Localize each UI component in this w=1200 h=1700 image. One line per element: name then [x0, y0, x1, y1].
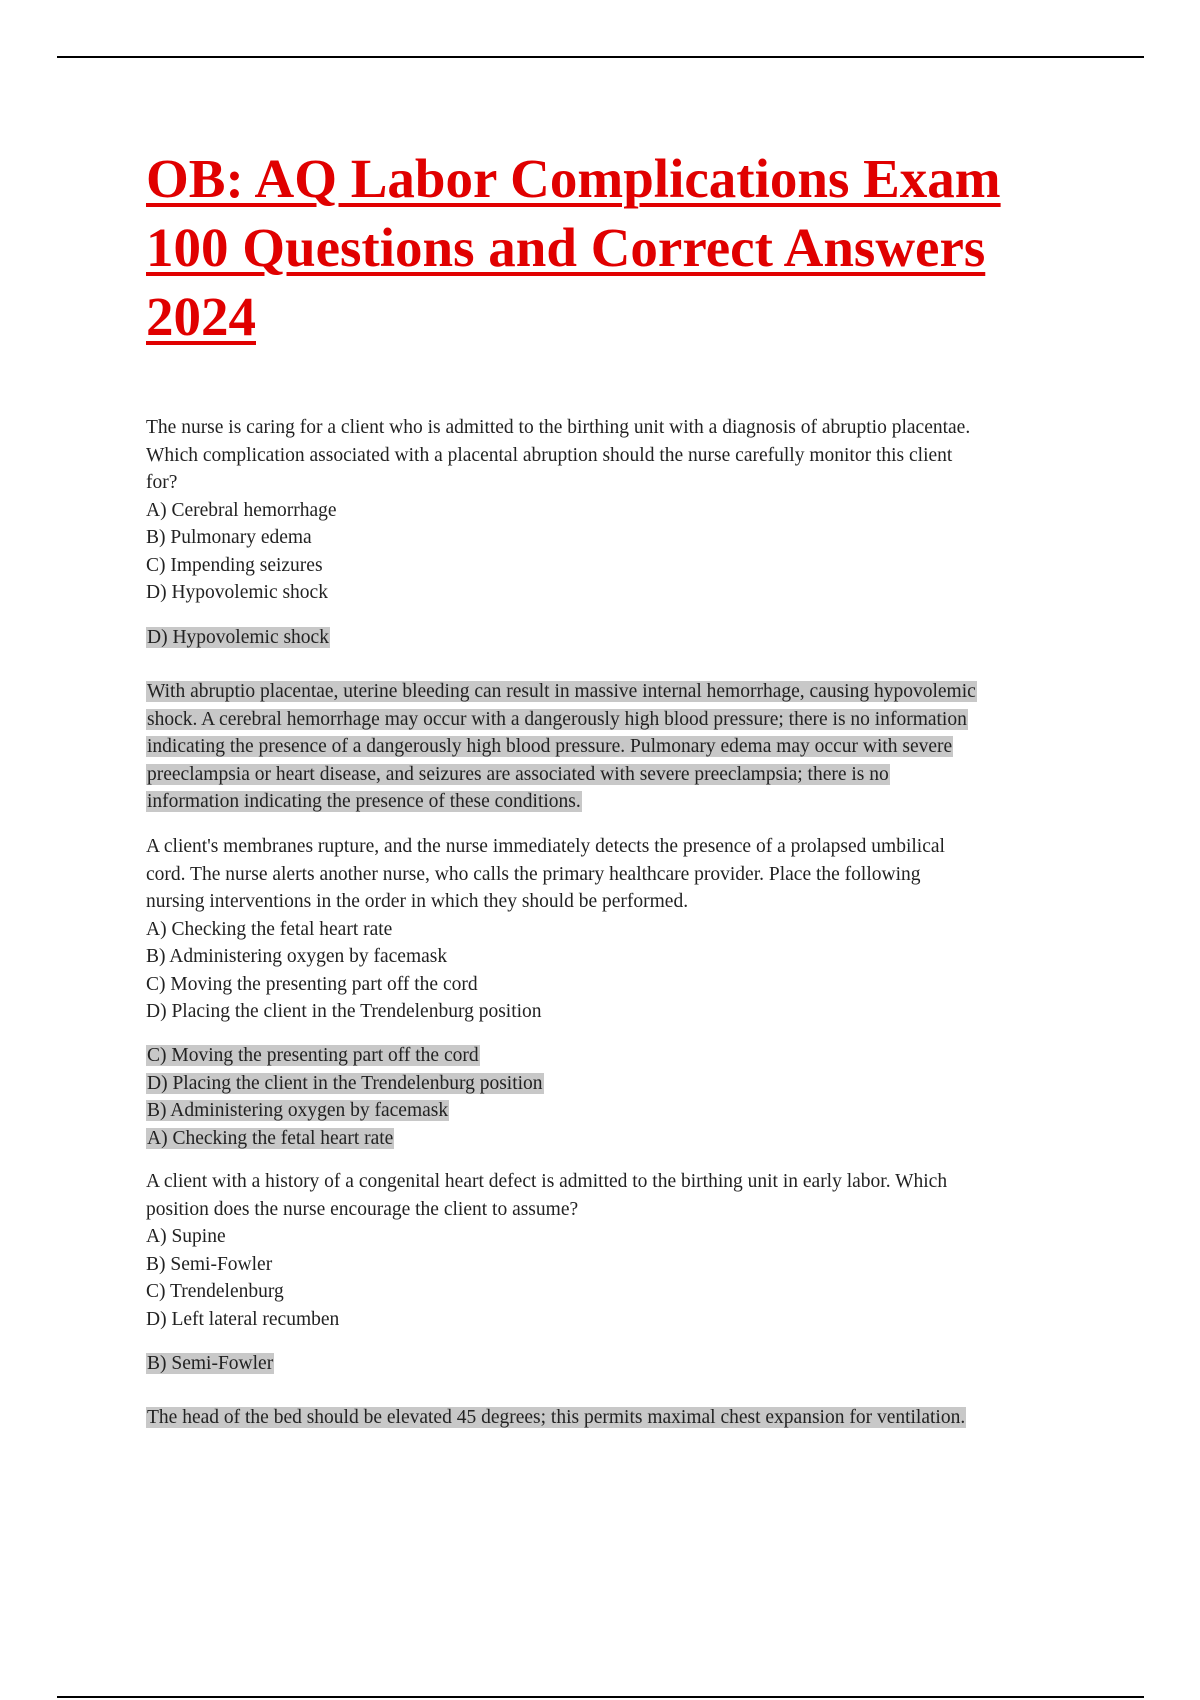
option-c: C) Moving the presenting part off the cord [146, 973, 478, 995]
option-a: A) Checking the fetal heart rate [146, 918, 393, 940]
bottom-rule [57, 1696, 1144, 1698]
answer-1: D) Hypovolemic shock [147, 627, 329, 648]
option-d: D) Placing the client in the Trendelenburg position [146, 1001, 542, 1022]
answer-line: B) Administering oxygen by facemask [147, 1100, 449, 1121]
question-2 [146, 833, 1096, 1026]
option-d: D) Left lateral recumben [146, 1308, 340, 1330]
title-line: 100 Questions and Correct Answers [146, 217, 986, 278]
option-c: C) Trendelenburg [146, 1281, 284, 1302]
question-stem: A client with a history of a congenital heart defect is admitted to the birthing unit in early labor. Which position does the nurse encourage the client to assume? [146, 1171, 948, 1220]
rationale-3 [146, 1404, 1096, 1432]
answer-line: C) Moving the presenting part off the cord [147, 1045, 479, 1066]
option-b: B) Pulmonary edema [146, 527, 312, 548]
answer-line: A) Checking the fetal heart rate [147, 1127, 394, 1149]
rationale-line: indicating the presence of a dangerously high blood pressure. Pulmonary edema may occur with severe [147, 736, 953, 757]
option-d: D) Hypovolemic shock [146, 582, 328, 603]
question-stem: A client's membranes rupture, and the nurse immediately detects the presence of a prolapsed umbilical cord. The nurse alerts another nurse, who calls the primary healthcare provider. Place the following nursing interventions in the order in which they should be performed. [146, 836, 945, 912]
option-a: A) Supine [146, 1226, 226, 1247]
option-b: B) Administering oxygen by facemask [146, 946, 448, 967]
answer-line: D) Placing the client in the Trendelenburg position [147, 1072, 543, 1094]
top-rule [57, 56, 1144, 58]
rationale-line: information indicating the presence of these conditions. [147, 791, 581, 812]
rationale-line: The head of the bed should be elevated 45 degrees; this permits maximal chest expansion for ventilation. [147, 1407, 966, 1428]
rationale-1 [146, 678, 1096, 816]
document-title [146, 144, 1086, 351]
title-line: 2024 [146, 286, 256, 347]
question-1 [146, 414, 1096, 607]
title-line: OB: AQ Labor Complications Exam [146, 148, 1001, 209]
option-b: B) Semi-Fowler [146, 1253, 273, 1275]
option-c: C) Impending seizures [146, 554, 323, 576]
rationale-line: preeclampsia or heart disease, and seizures are associated with severe preeclampsia; there is no [147, 763, 889, 785]
question-stem: The nurse is caring for a client who is admitted to the birthing unit with a diagnosis of abruptio placentae. Which complication associated with a placental abruption should the nurse carefully monitor this client for? [146, 417, 971, 493]
answer-2 [146, 1042, 544, 1152]
question-3 [146, 1168, 1096, 1333]
answer-3: B) Semi-Fowler [147, 1353, 274, 1374]
rationale-line: shock. A cerebral hemorrhage may occur with a dangerously high blood pressure; there is no information [147, 708, 967, 730]
option-a: A) Cerebral hemorrhage [146, 499, 337, 521]
rationale-line: With abruptio placentae, uterine bleeding can result in massive internal hemorrhage, causing hypovolemic [147, 681, 976, 702]
